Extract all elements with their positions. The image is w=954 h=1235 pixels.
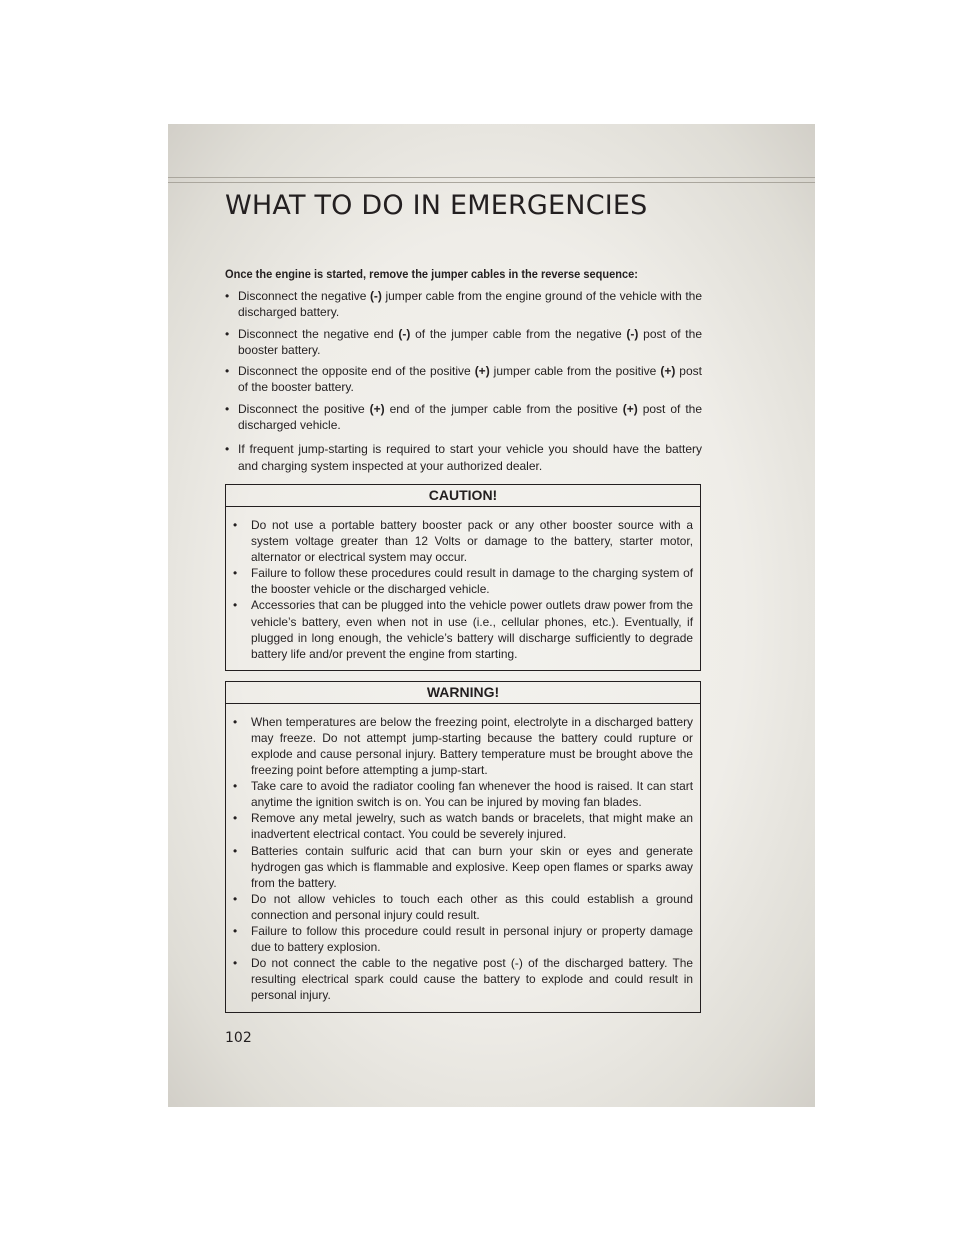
list-item: • Accessories that can be plugged into the vehicle power outlets draw power from the vehicle’s battery, even when not in use (i.e., cellular phones, etc.). Eventually, if plugged in long enough, the vehicle’s battery will discharge sufficiently to degrade battery life and/or prevent the engine from starting. <box>233 597 693 661</box>
list-item: • Take care to avoid the radiator cooling fan whenever the hood is raised. It can start anytime the ignition switch is on. You can be injured by moving fan blades. <box>233 778 693 810</box>
list-item: • Do not allow vehicles to touch each other as this could establish a ground connection and personal injury could result. <box>233 891 693 923</box>
warning-list <box>233 714 693 1004</box>
header-rule-top <box>168 177 815 178</box>
list-item: • If frequent jump-starting is required to start your vehicle you should have the battery and charging system inspected at your authorized dealer. <box>225 441 702 474</box>
list-item: • Disconnect the opposite end of the positive (+) jumper cable from the positive (+) post of the booster battery. <box>225 363 702 396</box>
list-item: • Disconnect the positive (+) end of the jumper cable from the positive (+) post of the discharged vehicle. <box>225 401 702 434</box>
header-rule-bottom <box>168 182 815 183</box>
caution-list <box>233 517 693 662</box>
list-item: • Do not use a portable battery booster pack or any other booster source with a system voltage greater than 12 Volts or damage to the battery, starter motor, alternator or electrical system may occur. <box>233 517 693 565</box>
jumper-removal-steps <box>225 288 702 474</box>
page-number: 102 <box>225 1030 252 1046</box>
list-item: • Batteries contain sulfuric acid that can burn your skin or eyes and generate hydrogen gas which is flammable and explosive. Keep open flames or sparks away from the battery. <box>233 843 693 891</box>
warning-heading: WARNING! <box>226 682 700 704</box>
page-title: WHAT TO DO IN EMERGENCIES <box>225 190 648 221</box>
list-item: • Disconnect the negative (-) jumper cable from the engine ground of the vehicle with the discharged battery. <box>225 288 702 321</box>
list-item: • Remove any metal jewelry, such as watch bands or bracelets, that might make an inadvertent electrical contact. You could be severely injured. <box>233 810 693 842</box>
list-item: • Failure to follow this procedure could result in personal injury or property damage due to battery explosion. <box>233 923 693 955</box>
caution-heading: CAUTION! <box>226 485 700 507</box>
list-item: • Failure to follow these procedures could result in damage to the charging system of the booster vehicle or the discharged vehicle. <box>233 565 693 597</box>
list-item: • When temperatures are below the freezing point, electrolyte in a discharged battery may freeze. Do not attempt jump-starting because the battery could rupture or explode and cause personal injury. Battery temperature must be brought above the freezing point before attempting a jump-start. <box>233 714 693 778</box>
list-item: • Disconnect the negative end (-) of the jumper cable from the negative (-) post of the booster battery. <box>225 326 702 359</box>
caution-box <box>225 484 701 671</box>
intro-lead: Once the engine is started, remove the jumper cables in the reverse sequence: <box>225 267 638 281</box>
page-content <box>225 266 702 1013</box>
warning-box <box>225 681 701 1013</box>
manual-page <box>168 124 815 1107</box>
list-item: • Do not connect the cable to the negative post (-) of the discharged battery. The resulting electrical spark could cause the battery to explode and could result in personal injury. <box>233 955 693 1003</box>
